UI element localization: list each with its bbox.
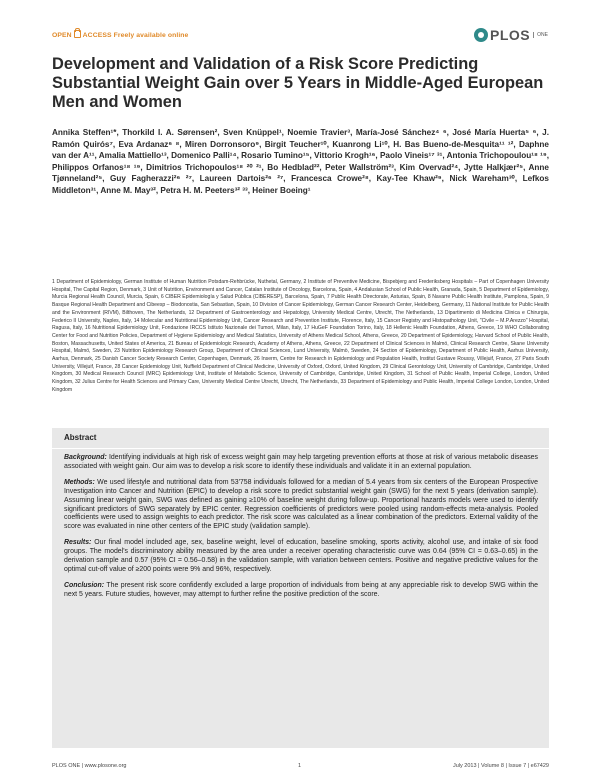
background-label: Background: (64, 454, 107, 461)
methods-label: Methods: (64, 478, 95, 486)
abstract-divider (52, 448, 549, 449)
abstract-body (64, 454, 538, 607)
conclusion-text: The present risk score confidently excluded a large proportion of individuals from being at any appreciable risk to develop SWG within the next 5 years. Future studies, however, may attempt to further refine the positive prediction of the score. (64, 581, 538, 598)
journal-header (52, 26, 548, 46)
results-label: Results: (64, 539, 92, 547)
background-text: Identifying individuals at high risk of excess weight gain may help targeting prevention efforts at those at risk of various metabolic diseases associated with weight gain. Our aim was to develop a risk score to identify these individuals and validate it in an external population. (64, 454, 538, 470)
methods-text: We used lifestyle and nutritional data from 53′758 individuals followed for a median of 5.4 years from six centers of the European Prospective Investigation into Cancer and Nutrition (EPIC) to develop a risk score to predict substantial weight gain (SWG) for the next 5 years (derivation sample). Assuming linear weight gain, SWG was defined as gaining ≥10% of baseline weight during follow-up. Proportional hazards models were used to identify significant predictors of SWG separately by EPIC center. Regression coefficients of predictors were pooled using random-effects meta-analysis. Pooled coefficients were used to assign weights to each predictor. The risk score was calculated as a linear combination of the predictors. External validity of the score was evaluated in nine other centers of the EPIC study (validation sample). (64, 478, 538, 531)
plos-logo-icon (474, 28, 488, 42)
results-text: Our final model included age, sex, baseline weight, level of education, baseline smoking, sports activity, alcohol use, and intake of six food groups. The model's discriminatory ability measured by the area under a receiver operating characteristic curve was 0.64 (95% CI = 0.63–0.65) in the derivation sample and 0.57 (95% CI = 0.56–0.58) in the validation sample, with variation between centers. Positive and negative predictive values for the optimal cut-off value of ≥200 points were 9% and 96%, respectively. (64, 539, 538, 573)
author-list: Annika Steffen¹*, Thorkild I. A. Sørensen², Sven Knüppel¹, Noemie Travier³, María-José Sánchez⁴ ⁶, José María Huerta⁵ ⁶, J. Ramón Quirós⁷, Eva Ardanaz⁶ ⁸, Miren Dorronsoro⁹, Birgit Teucher¹⁰, Kuanrong Li¹⁰, H. Bas Bueno-de-Mesquita¹¹ ¹², Daphne van der A¹¹, Amalia Mattiello¹³, Domenico Palli¹⁴, Rosario Tumino¹⁵, Vittorio Krogh¹⁶, Paolo Vineis¹⁷ ³¹, Antonia Trichopoulou¹⁸ ¹⁹, Philippos Orfanos¹⁸ ¹⁹, Dimitrios Trichopoulos¹⁸ ²⁰ ²¹, Bo Hedblad²², Peter Wallström²³, Kim Overvad²⁴, Jytte Halkjær²⁵, Anne Tjønneland²⁵, Guy Fagherazzi²⁶ ²⁷, Laureen Dartois²⁶ ²⁷, Francesca Crowe²⁸, Kay-Tee Khaw²⁹, Nick Wareham³⁰, Lefkos Middleton³¹, Anne M. May³², Petra H. M. Peeters³² ³³, Heiner Boeing¹ (52, 128, 549, 195)
abstract-results (64, 539, 538, 575)
plos-logo-sub: ONE (533, 32, 548, 38)
article-title: Development and Validation of a Risk Score Predicting Substantial Weight Gain over 5 Years in Middle-Aged European Men and Women (52, 55, 544, 111)
open-label: OPEN (52, 32, 72, 39)
affiliation-list: 1 Department of Epidemiology, German Institute of Human Nutrition Potsdam-Rehbrücke, Nuthetal, Germany, 2 Institute of Preventive Medicine, Bispebjerg and Frederiksberg Hospitals – Part of Copenhagen University Hospital, The Capital Region, Denmark, 3 Unit of Nutrition, Environment and Cancer, Catalan Institute of Oncology, Barcelona, Spain, 4 Andalusian School of Public Health, Granada, Spain, 5 Department of Epidemiology, Murcia Regional Health Council, Murcia, Spain, 6 CIBER Epidemiología y Salud Pública (CIBERESP), Barcelona, Spain, 7 Public Health Directorate, Asturias, Spain, 8 Navarre Public Health Institute, Pamplona, Spain, 9 Basque Regional Health Department and Cibeesp – Biodonostia, San Sebastian, Spain, 10 Division of Cancer Epidemiology, German Cancer Research Center, Heidelberg, Germany, 11 National Institute for Public Health and the Environment (RIVM), Bilthoven, The Netherlands, 12 Department of Gastroenterology and Hepatology, University Medical Centre, Utrecht, The Netherlands, 13 Dipartimento di Medicina Clinica e Chirurgia, Federico II University, Naples, Italy, 14 Molecular and Nutritional Epidemiology Unit, Cancer Research and Prevention Institute, Florence, Italy, 15 Cancer Registry and Histopathology Unit, "Civile – M.P.Arezzo" Hospital, Ragusa, Italy, 16 Nutritional Epidemiology Unit, Fondazione IRCCS Istituto Nazionale dei Tumori, Milan, Italy, 17 HuGeF Foundation Torino, Italy, 18 Hellenic Health Foundation, Athens, Greece, 19 WHO Collaborating Center for Food and Nutrition Policies, Department of Hygiene Epidemiology and Medical Statistics, University of Athens Medical School, Athens, Greece, 20 Department of Epidemiology, Harvard School of Public Health, Boston, Massachusetts, United States of America, 21 Bureau of Epidemiologic Research, Academy of Athens, Athens, Greece, 22 Department of Clinical Sciences in Malmö, Clinical Research Centre, Skane University Hospital, Malmö, Sweden, 23 Nutrition Epidemiology Research Group, Department of Clinical Sciences, Lund University, Malmö, Sweden, 24 Section of Epidemiology, Department of Public Health, Aarhus University, Aarhus, Denmark, 25 Danish Cancer Society Research Center, Copenhagen, Denmark, 26 Inserm, Centre for Research in Epidemiology and Population Health, Institut Gustave Roussy, Villejuif, France, 27 Paris South University, Villejuif, France, 28 Cancer Epidemiology Unit, Nuffield Department of Clinical Medicine, University of Oxford, Oxford, United Kingdom, 29 Clinical Gerontology Unit, University of Cambridge, Cambridge, United Kingdom, 30 Medical Research Council (MRC) Epidemiology Unit, Institute of Metabolic Science, University of Cambridge, Cambridge, United Kingdom, 31 School of Public Health, Imperial College, London, United Kingdom, 32 Julius Centre for Health Sciences and Primary Care, University Medical Centre Utrecht, Utrecht, The Netherlands, 33 Department of Epidemiology and Public Health, Imperial College London, London, United Kingdom (52, 279, 549, 393)
plos-logo (474, 26, 548, 44)
freely-available-label: Freely available online (113, 32, 189, 39)
conclusion-label: Conclusion: (64, 581, 105, 589)
footer-page-number: 1 (298, 763, 302, 769)
abstract-background (64, 454, 538, 472)
open-lock-icon (74, 30, 81, 38)
open-access-banner (52, 30, 188, 39)
abstract-box (52, 428, 549, 748)
plos-logo-text: PLOS (490, 27, 531, 43)
abstract-conclusion (64, 582, 538, 600)
abstract-heading: Abstract (64, 433, 97, 442)
footer-journal: PLOS ONE | www.plosone.org (52, 763, 127, 769)
footer-issue: July 2013 | Volume 8 | Issue 7 | e67429 (452, 763, 549, 769)
access-label: ACCESS (82, 32, 112, 39)
abstract-methods (64, 479, 538, 532)
